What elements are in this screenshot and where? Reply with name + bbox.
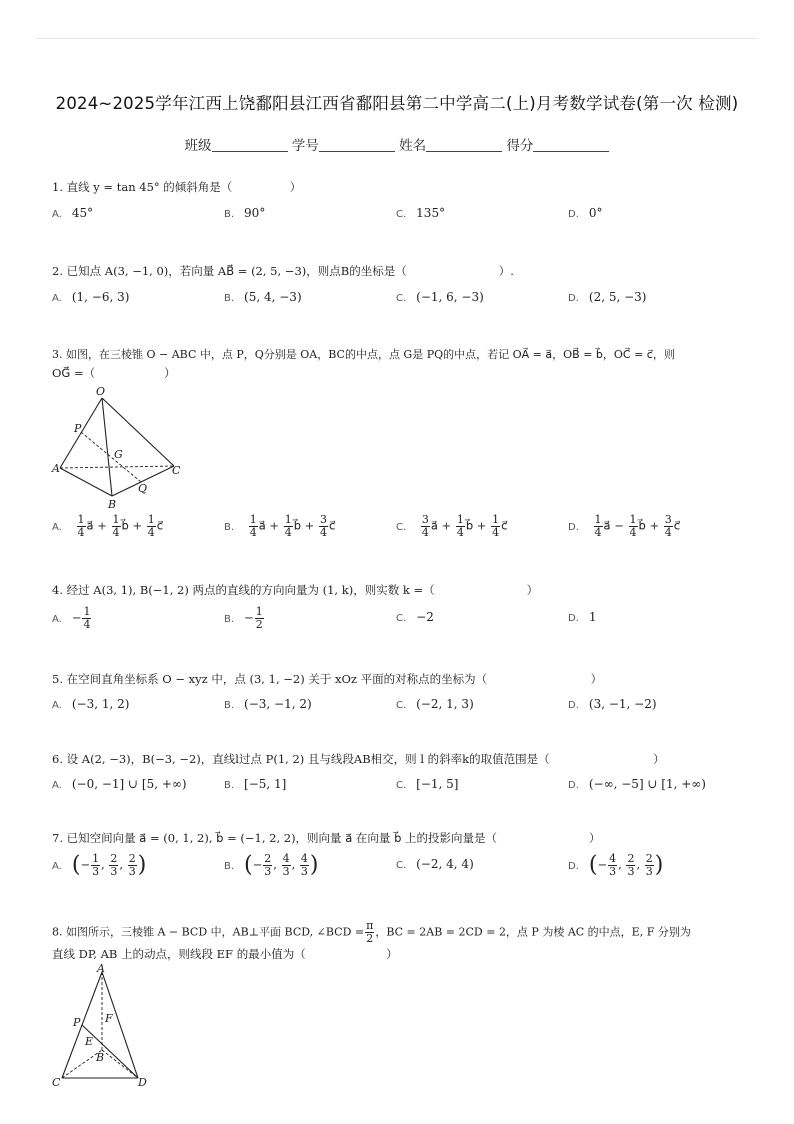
header-divider	[36, 38, 758, 39]
question-stem-line1: 3. 如图，在三棱锥 O − ABC 中，点 P，Q分别是 OA，BC的中点，点 G是 PQ的中点，若记 OA⃗ = a⃗，OB⃗ = b⃗，OC⃗ = c⃗，则	[52, 348, 675, 361]
name-blank[interactable]	[426, 137, 502, 152]
question-7	[52, 829, 742, 847]
class-label: 班级	[184, 138, 212, 154]
option-a[interactable]: A. (−0, −1] ∪ [5, +∞)	[52, 777, 187, 791]
edge-ad	[102, 972, 138, 1078]
option-b[interactable]: B. (−3, −1, 2)	[224, 697, 312, 711]
option-a[interactable]: A. $\frac{1}{4}$ a⃗ + $\frac{1}{4}$ b⃗ + $\frac{1}{4}$ c⃗	[52, 513, 164, 539]
question-8	[52, 920, 742, 963]
question-stem-line2: OG⃗ =（ ）	[52, 366, 176, 380]
option-c[interactable]: C. (−2, 4, 4)	[396, 857, 474, 871]
label-p: P	[73, 1016, 81, 1029]
option-a[interactable]: A. (− $\frac{1}{3}$ , $\frac{2}{3}$ , $\frac{2}{3}$ )	[52, 852, 147, 878]
id-label: 学号	[291, 138, 319, 154]
question-stem: 6. 设 A(2, −3)，B(−3, −2)，直线l过点 P(1, 2) 且与线段AB相交，则 l 的斜率k的取值范围是（ ）	[52, 752, 665, 766]
option-b[interactable]: B. 90°	[224, 206, 266, 220]
question-4	[52, 581, 742, 599]
segment-pd	[82, 1025, 138, 1078]
name-label: 姓名	[399, 138, 427, 154]
question-stem: 1. 直线 y = tan 45° 的倾斜角是（ ）	[52, 180, 302, 194]
option-a[interactable]: A. 45°	[52, 206, 94, 220]
score-blank[interactable]	[533, 137, 609, 152]
option-a[interactable]: A. (1, −6, 3)	[52, 290, 130, 304]
edge-ob	[102, 398, 112, 496]
label-f: F	[105, 1012, 113, 1025]
label-e: E	[85, 1035, 94, 1048]
edge-ac-hidden	[60, 466, 174, 468]
label-a: A	[97, 962, 105, 975]
label-d: D	[138, 1076, 147, 1089]
label-c: C	[52, 1076, 61, 1089]
tetrahedron-figure	[50, 384, 190, 510]
option-c[interactable]: C. (−1, 6, −3)	[396, 290, 484, 304]
question-stem: 7. 已知空间向量 a⃗ = (0, 1, 2), b⃗ = (−1, 2, 2)，则向量 a⃗ 在向量 b⃗ 上的投影向量是（ ）	[52, 831, 601, 845]
option-b[interactable]: B. $\frac{1}{4}$ a⃗ + $\frac{1}{4}$ b⃗ + $\frac{3}{4}$ c⃗	[224, 513, 336, 539]
edge-ab	[60, 468, 112, 496]
id-blank[interactable]	[319, 137, 395, 152]
option-d[interactable]: D. (− $\frac{4}{3}$ , $\frac{2}{3}$ , $\frac{2}{3}$ )	[568, 852, 664, 878]
option-c[interactable]: C. (−2, 1, 3)	[396, 697, 474, 711]
pyramid-figure	[50, 962, 160, 1090]
question-stem-line2: 直线 DP, AB 上的动点，则线段 EF 的最小值为（ ）	[52, 947, 398, 961]
student-info-bar	[0, 134, 794, 154]
class-blank[interactable]	[212, 137, 288, 152]
edge-oc	[102, 398, 174, 466]
label-p: P	[74, 422, 82, 435]
question-3	[52, 346, 742, 382]
option-b[interactable]: B. (5, 4, −3)	[224, 290, 302, 304]
option-b[interactable]: B. (− $\frac{2}{3}$ , $\frac{4}{3}$ , $\frac{4}{3}$ )	[224, 852, 319, 878]
option-c[interactable]: C. −2	[396, 610, 434, 624]
question-stem: 5. 在空间直角坐标系 O − xyz 中，点 (3, 1, −2) 关于 xOz 平面的对称点的坐标为（ ）	[52, 672, 603, 686]
option-d[interactable]: D. 1	[568, 610, 597, 624]
segment-pq	[81, 432, 141, 482]
label-c: C	[172, 464, 181, 477]
option-d[interactable]: D. $\frac{1}{4}$ a⃗ − $\frac{1}{4}$ b⃗ + $\frac{3}{4}$ c⃗	[568, 513, 681, 539]
label-b: B	[108, 498, 117, 510]
question-stem: 2. 已知点 A(3, −1, 0)，若向量 AB⃗ = (2, 5, −3)，则点B的坐标是（ ）.	[52, 264, 514, 278]
question-stem-line1: 8. 如图所示，三棱锥 A − BCD 中，AB⊥平面 BCD, ∠BCD = $\frac{\pi}{2}$ ，BC = 2AB = 2CD = 2，点 P 为棱 AC 的中点，E, F 分别为	[52, 919, 691, 945]
option-a[interactable]: A. − $\frac{1}{4}$	[52, 605, 91, 631]
option-a[interactable]: A. (−3, 1, 2)	[52, 697, 130, 711]
label-q: Q	[138, 482, 148, 495]
question-stem: 4. 经过 A(3, 1), B(−1, 2) 两点的直线的方向向量为 (1, k)，则实数 k =（ ）	[52, 583, 539, 597]
question-2	[52, 262, 742, 280]
label-o: O	[96, 385, 106, 398]
option-b[interactable]: B. [−5, 1]	[224, 777, 287, 791]
option-d[interactable]: D. (3, −1, −2)	[568, 697, 657, 711]
option-d[interactable]: D. 0°	[568, 206, 603, 220]
question-5	[52, 670, 742, 688]
edge-bd-hidden	[102, 1050, 138, 1078]
option-c[interactable]: C. [−1, 5]	[396, 777, 459, 791]
question-6	[52, 750, 742, 768]
label-g: G	[114, 448, 123, 461]
option-d[interactable]: D. (2, 5, −3)	[568, 290, 647, 304]
page-title: 2024~2025学年江西上饶鄱阳县江西省鄱阳县第二中学高二(上)月考数学试卷(第一次 检测)	[55, 94, 739, 113]
label-b: B	[96, 1051, 105, 1064]
score-label: 得分	[506, 138, 534, 154]
option-d[interactable]: D. (−∞, −5] ∪ [1, +∞)	[568, 777, 706, 791]
label-a: A	[52, 462, 60, 475]
option-c[interactable]: C. $\frac{3}{4}$ a⃗ + $\frac{1}{4}$ b⃗ + $\frac{1}{4}$ c⃗	[396, 513, 508, 539]
option-c[interactable]: C. 135°	[396, 206, 446, 220]
option-b[interactable]: B. − $\frac{1}{2}$	[224, 605, 263, 631]
question-1	[52, 178, 742, 196]
